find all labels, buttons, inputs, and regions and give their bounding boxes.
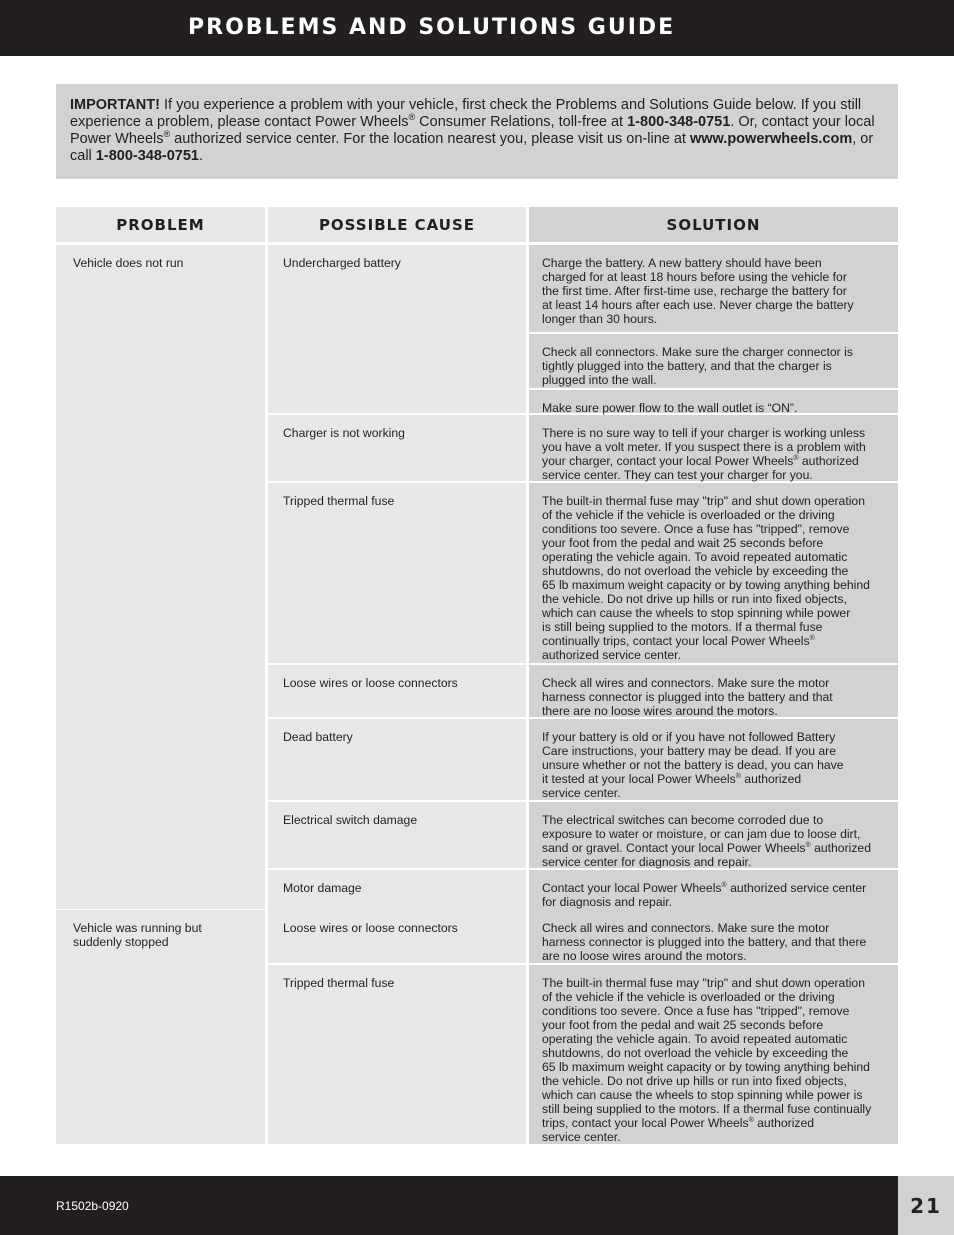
solution-cell (529, 483, 898, 663)
problem-cell: Vehicle does not run (56, 245, 265, 909)
solution-cell: Check all connectors. Make sure the charger connector is tightly plugged into the battery, and that the charger is plugged into the wall. (529, 334, 898, 388)
notice-text: Consumer Relations, toll-free at (415, 114, 628, 130)
cause-cell: Motor damage (268, 870, 526, 910)
page-number: 21 (898, 1176, 954, 1235)
solution-cell: Charge the battery. A new battery should have been charged for at least 18 hours before using the vehicle for the first time. After first-time use, recharge the battery for at least 14 hours after each use. Never charge the battery longer than 30 hours. (529, 245, 898, 332)
cause-cell: Electrical switch damage (268, 802, 526, 868)
solution-cell (529, 415, 898, 481)
solution-cell: Check all wires and connectors. Make sure the motor harness connector is plugged into the battery and that there are no loose wires around the motors. (529, 665, 898, 717)
solution-text: The built-in thermal fuse may "trip" and shut down operation of the vehicle if the vehicle is overloaded or the driving conditions too severe. Once a fuse has "tripped", remove your foot from the pedal and wait 25 seconds before operating the vehicle again. To avoid repeated automatic shutdowns, do not overload the vehicle by exceeding the 65 lb maximum weight capacity or by towing anything behind the vehicle. Do not drive up hills or run into fixed objects, which can cause the wheels to stop spinning while power is still being supplied to the motors. If a thermal fuse continually trips, contact your local Power Wheels (542, 494, 870, 648)
cause-cell: Tripped thermal fuse (268, 483, 526, 663)
registered-mark: ® (408, 112, 416, 123)
notice-text: . Or, contact your local Power Wheels (70, 114, 875, 147)
solution-text: The built-in thermal fuse may "trip" and shut down operation of the vehicle if the vehicle is overloaded or the driving conditions too severe. Once a fuse has "tripped", remove your foot from the pedal and wait 25 seconds before operating the vehicle again. To avoid repeated automatic shutdowns, do not overload the vehicle by exceeding the 65 lb maximum weight capacity or by towing anything behind the vehicle. Do not drive up hills or run into fixed objects, which can cause the wheels to stop spinning while power is still being supplied to the motors. If a thermal fuse continually trips, contact your local Power Wheels (542, 976, 872, 1130)
notice-text: . (199, 148, 204, 164)
solution-text: authorized service center for diagnosis and repair. (542, 881, 867, 909)
solution-cell (529, 719, 898, 800)
phone-number: 1-800-348-0751 (627, 114, 731, 130)
registered-mark: ® (809, 634, 815, 642)
column-header-problem: PROBLEM (56, 207, 265, 242)
registered-mark: ® (805, 841, 811, 849)
solution-text: authorized service center. (542, 648, 681, 662)
solution-cell (529, 965, 898, 1144)
column-header-solution: SOLUTION (529, 207, 898, 242)
cause-cell: Undercharged battery (268, 245, 526, 413)
page-title: PROBLEMS AND SOLUTIONS GUIDE (188, 15, 676, 40)
registered-mark: ® (735, 772, 741, 780)
important-notice (56, 84, 898, 179)
notice-text: If you experience a problem with your vehicle, first check the Problems and Solutions Guide below. If you still experience a problem, please contact Power Wheels (70, 97, 862, 130)
solution-cell: Make sure power flow to the wall outlet is “ON”. (529, 390, 898, 413)
solution-text: authorized service center. (542, 1116, 815, 1144)
registered-mark: ® (163, 129, 171, 140)
header-bar (0, 0, 954, 56)
notice-text: , or call (70, 131, 874, 164)
solution-cell: Check all wires and connectors. Make sure the motor harness connector is plugged into the battery, and that there are no loose wires around the motors. (529, 910, 898, 963)
solution-text: authorized service center. They can test your charger for you. (542, 454, 859, 482)
solution-cell (529, 870, 898, 910)
notice-text: authorized service center. For the location nearest you, please visit us on-line at (170, 131, 690, 147)
cause-cell: Loose wires or loose connectors (268, 665, 526, 717)
cause-cell: Dead battery (268, 719, 526, 800)
column-header-cause: POSSIBLE CAUSE (268, 207, 526, 242)
registered-mark: ® (748, 1116, 754, 1124)
solution-text: authorized service center. (542, 772, 802, 800)
document-code: R1502b-0920 (56, 1199, 129, 1213)
footer-bar (0, 1176, 954, 1235)
solution-text: If your battery is old or if you have not followed Battery Care instructions, your battery may be dead. If you are unsure whether or not the battery is dead, you can have it tested at your local Power Wheels (542, 730, 844, 786)
cause-cell: Loose wires or loose connectors (268, 910, 526, 963)
registered-mark: ® (721, 881, 727, 889)
solution-cell (529, 802, 898, 868)
website-link[interactable]: www.powerwheels.com (690, 131, 853, 147)
solution-text: The electrical switches can become corroded due to exposure to water or moisture, or can jam due to loose dirt, sand or gravel. Contact your local Power Wheels (542, 813, 861, 855)
solution-text: There is no sure way to tell if your charger is working unless you have a volt meter. If you suspect there is a problem with your charger, contact your local Power Wheels (542, 426, 866, 468)
problem-cell: Vehicle was running but suddenly stopped (56, 910, 265, 1144)
solution-text: Contact your local Power Wheels (542, 881, 722, 895)
notice-paragraph (70, 97, 886, 165)
solution-text: authorized service center for diagnosis and repair. (542, 841, 871, 869)
cause-cell: Tripped thermal fuse (268, 965, 526, 1144)
important-label: IMPORTANT! (70, 97, 160, 113)
registered-mark: ® (793, 454, 799, 462)
phone-number: 1-800-348-0751 (95, 148, 199, 164)
cause-cell: Charger is not working (268, 415, 526, 481)
